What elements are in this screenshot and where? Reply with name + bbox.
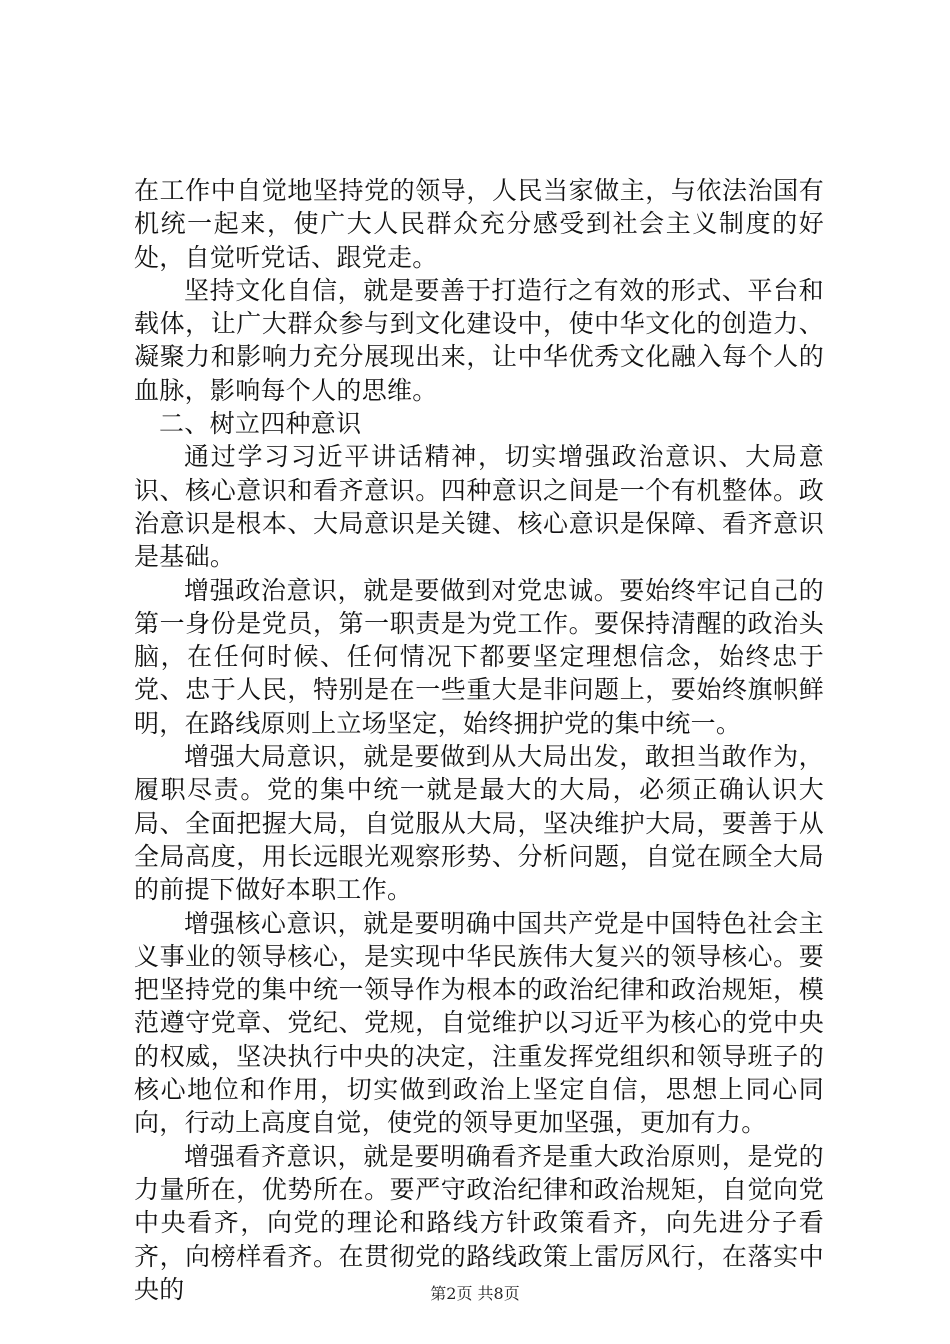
page-footer: 第2页 共8页 [430, 1284, 520, 1303]
paragraph-6: 增强核心意识，就是要明确中国共产党是中国特色社会主义事业的领导核心，是实现中华民族伟大复兴的领导核心。要把坚持党的集中统一领导作为根本的政治纪律和政治规矩，模范遵守党章、党纪、党规，自觉维护以习近平为核心的党中央的权威，坚决执行中央的决定，注重发挥党组织和领导班子的核心地位和作用，切实做到政治上坚定自信，思想上同心同向，行动上高度自觉，使党的领导更加坚强，更加有力。 [134, 908, 824, 1138]
paragraph-1: 在工作中自觉地坚持党的领导，人民当家做主，与依法治国有机统一起来，使广大人民群众充分感受到社会主义制度的好处，自觉听党话、跟党走。 [134, 176, 824, 272]
paragraph-7: 增强看齐意识，就是要明确看齐是重大政治原则，是党的力量所在，优势所在。要严守政治纪律和政治规矩，自觉向党中央看齐，向党的理论和路线方针政策看齐，向先进分子看齐，向榜样看齐。在贯彻党的路线政策上雷厉风行，在落实中央的 [134, 1141, 824, 1304]
paragraph-2: 坚持文化自信，就是要善于打造行之有效的形式、平台和载体，让广大群众参与到文化建设中，使中华文化的创造力、凝聚力和影响力充分展现出来，让中华优秀文化融入每个人的血脉，影响每个人的思维。 [134, 275, 824, 405]
section-heading: 二、树立四种意识 [159, 409, 362, 439]
paragraph-5: 增强大局意识，就是要做到从大局出发，敢担当敢作为，履职尽责。党的集中统一就是最大的大局，必须正确认识大局、全面把握大局，自觉服从大局，坚决维护大局，要善于从全局高度，用长远眼光观察形势、分析问题，自觉在顾全大局的前提下做好本职工作。 [134, 742, 824, 905]
document-body [134, 174, 824, 1306]
paragraph-3: 通过学习习近平讲话精神，切实增强政治意识、大局意识、核心意识和看齐意识。四种意识之间是一个有机整体。政治意识是根本、大局意识是关键、核心意识是保障、看齐意识是基础。 [134, 442, 824, 572]
paragraph-4: 增强政治意识，就是要做到对党忠诚。要始终牢记自己的第一身份是党员，第一职责是为党工作。要保持清醒的政治头脑，在任何时候、任何情况下都要坚定理想信念，始终忠于党、忠于人民，特别是在一些重大是非问题上，要始终旗帜鲜明，在路线原则上立场坚定，始终拥护党的集中统一。 [134, 575, 824, 738]
